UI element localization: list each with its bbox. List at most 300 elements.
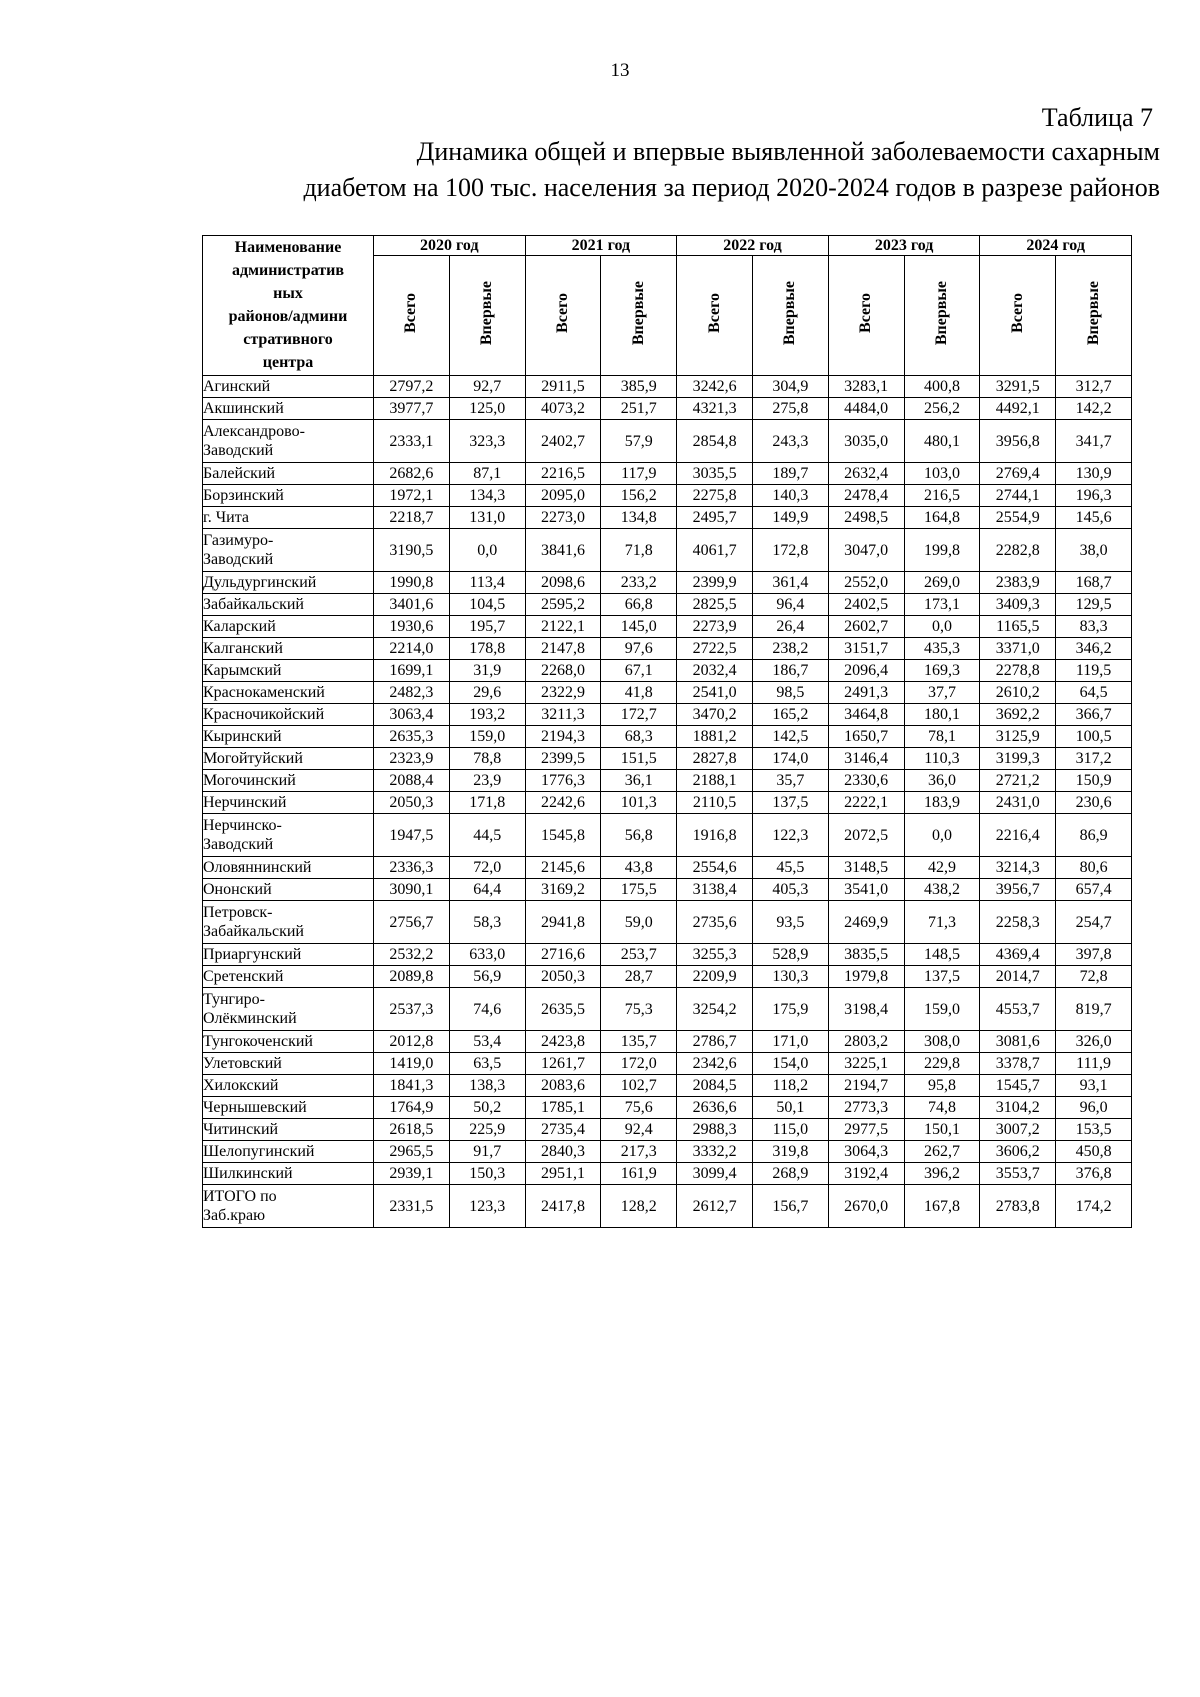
value-total-cell: 2482,3 — [374, 682, 450, 704]
value-total-cell: 3104,2 — [980, 1097, 1056, 1119]
value-new-cell: 150,9 — [1056, 770, 1132, 792]
value-new-cell: 36,0 — [904, 770, 980, 792]
value-new-cell: 129,5 — [1056, 594, 1132, 616]
table-row — [203, 507, 1132, 529]
value-total-cell: 2402,5 — [828, 594, 904, 616]
value-total-cell: 3409,3 — [980, 594, 1056, 616]
value-new-cell: 130,9 — [1056, 463, 1132, 485]
value-total-cell: 3214,3 — [980, 857, 1056, 879]
value-total-cell: 3138,4 — [677, 879, 753, 901]
value-new-cell: 174,0 — [752, 748, 828, 770]
value-new-cell: 150,3 — [449, 1163, 525, 1185]
value-new-cell: 56,8 — [601, 814, 677, 857]
value-new-cell: 216,5 — [904, 485, 980, 507]
value-total-cell: 3956,7 — [980, 879, 1056, 901]
district-name-cell — [203, 901, 374, 944]
value-new-cell: 125,0 — [449, 398, 525, 420]
value-total-cell: 2402,7 — [525, 420, 601, 463]
value-total-cell: 2333,1 — [374, 420, 450, 463]
value-new-cell: 145,0 — [601, 616, 677, 638]
value-total-cell: 2595,2 — [525, 594, 601, 616]
district-name-line: Кыринский — [203, 728, 282, 745]
value-new-cell: 140,3 — [752, 485, 828, 507]
value-total-cell: 2275,8 — [677, 485, 753, 507]
value-total-cell: 2498,5 — [828, 507, 904, 529]
value-new-cell: 38,0 — [1056, 529, 1132, 572]
value-new-cell: 150,1 — [904, 1119, 980, 1141]
value-new-cell: 151,5 — [601, 748, 677, 770]
value-total-cell: 2854,8 — [677, 420, 753, 463]
value-new-cell: 396,2 — [904, 1163, 980, 1185]
value-new-cell: 161,9 — [601, 1163, 677, 1185]
district-name-line: Петровск- — [203, 904, 273, 921]
value-new-cell: 66,8 — [601, 594, 677, 616]
value-new-cell: 87,1 — [449, 463, 525, 485]
value-new-cell: 268,9 — [752, 1163, 828, 1185]
value-total-cell: 2145,6 — [525, 857, 601, 879]
value-new-cell: 142,2 — [1056, 398, 1132, 420]
district-name-cell — [203, 572, 374, 594]
value-total-cell: 2735,4 — [525, 1119, 601, 1141]
value-total-cell: 2786,7 — [677, 1031, 753, 1053]
value-total-cell: 2083,6 — [525, 1075, 601, 1097]
header-line: Наименование — [234, 239, 342, 256]
district-name-line: г. Чита — [203, 509, 250, 526]
value-new-cell: 154,0 — [752, 1053, 828, 1075]
table-row — [203, 420, 1132, 463]
value-total-cell: 2194,3 — [525, 726, 601, 748]
value-new-cell: 123,3 — [449, 1185, 525, 1228]
table-row — [203, 1053, 1132, 1075]
value-total-cell: 2209,9 — [677, 966, 753, 988]
value-total-cell: 1785,1 — [525, 1097, 601, 1119]
value-new-cell: 312,7 — [1056, 376, 1132, 398]
value-new-cell: 37,7 — [904, 682, 980, 704]
value-new-cell: 78,8 — [449, 748, 525, 770]
value-new-cell: 92,4 — [601, 1119, 677, 1141]
district-name-line: Балейский — [203, 465, 276, 482]
subheader-total: Всего — [374, 256, 450, 376]
value-total-cell: 2612,7 — [677, 1185, 753, 1228]
district-name-cell — [203, 1163, 374, 1185]
district-name-line: Борзинский — [203, 487, 284, 504]
table-row — [203, 616, 1132, 638]
value-new-cell: 91,7 — [449, 1141, 525, 1163]
value-total-cell: 3063,4 — [374, 704, 450, 726]
table-row — [203, 879, 1132, 901]
value-new-cell: 480,1 — [904, 420, 980, 463]
value-total-cell: 2827,8 — [677, 748, 753, 770]
value-new-cell: 72,8 — [1056, 966, 1132, 988]
value-total-cell: 1545,7 — [980, 1075, 1056, 1097]
value-new-cell: 145,6 — [1056, 507, 1132, 529]
value-total-cell: 2095,0 — [525, 485, 601, 507]
value-new-cell: 400,8 — [904, 376, 980, 398]
value-total-cell: 3283,1 — [828, 376, 904, 398]
value-total-cell: 2089,8 — [374, 966, 450, 988]
value-new-cell: 80,6 — [1056, 857, 1132, 879]
value-total-cell: 2552,0 — [828, 572, 904, 594]
district-name-line: Каларский — [203, 618, 276, 635]
table-row — [203, 857, 1132, 879]
value-total-cell: 3090,1 — [374, 879, 450, 901]
table-row — [203, 770, 1132, 792]
value-new-cell: 142,5 — [752, 726, 828, 748]
value-total-cell: 2939,1 — [374, 1163, 450, 1185]
district-name-line: Олёкминский — [203, 1010, 297, 1027]
value-total-cell: 2632,4 — [828, 463, 904, 485]
header-line: районов/админи — [228, 308, 348, 325]
district-name-line: Могочинский — [203, 772, 296, 789]
year-header-2022: 2022 год — [677, 236, 829, 256]
district-name-line: Заб.краю — [203, 1207, 266, 1224]
value-total-cell: 2825,5 — [677, 594, 753, 616]
value-total-cell: 3378,7 — [980, 1053, 1056, 1075]
table-row — [203, 726, 1132, 748]
table-row — [203, 704, 1132, 726]
value-total-cell: 3332,2 — [677, 1141, 753, 1163]
value-total-cell: 2273,0 — [525, 507, 601, 529]
value-new-cell: 28,7 — [601, 966, 677, 988]
value-total-cell: 2716,6 — [525, 944, 601, 966]
value-total-cell: 2222,1 — [828, 792, 904, 814]
value-total-cell: 2216,4 — [980, 814, 1056, 857]
value-new-cell: 0,0 — [904, 616, 980, 638]
value-new-cell: 0,0 — [449, 529, 525, 572]
value-new-cell: 172,0 — [601, 1053, 677, 1075]
district-name-cell — [203, 748, 374, 770]
value-new-cell: 102,7 — [601, 1075, 677, 1097]
value-total-cell: 3225,1 — [828, 1053, 904, 1075]
value-new-cell: 180,1 — [904, 704, 980, 726]
value-total-cell: 2282,8 — [980, 529, 1056, 572]
value-new-cell: 137,5 — [752, 792, 828, 814]
value-total-cell: 3047,0 — [828, 529, 904, 572]
value-total-cell: 1972,1 — [374, 485, 450, 507]
value-total-cell: 2258,3 — [980, 901, 1056, 944]
value-new-cell: 57,9 — [601, 420, 677, 463]
value-new-cell: 304,9 — [752, 376, 828, 398]
value-total-cell: 2744,1 — [980, 485, 1056, 507]
value-total-cell: 2965,5 — [374, 1141, 450, 1163]
value-new-cell: 103,0 — [904, 463, 980, 485]
value-total-cell: 2399,9 — [677, 572, 753, 594]
value-total-cell: 1764,9 — [374, 1097, 450, 1119]
value-total-cell: 2096,4 — [828, 660, 904, 682]
value-new-cell: 275,8 — [752, 398, 828, 420]
value-total-cell: 1419,0 — [374, 1053, 450, 1075]
district-name-cell — [203, 660, 374, 682]
value-new-cell: 438,2 — [904, 879, 980, 901]
value-new-cell: 71,8 — [601, 529, 677, 572]
table-row — [203, 485, 1132, 507]
value-new-cell: 435,3 — [904, 638, 980, 660]
value-total-cell: 2783,8 — [980, 1185, 1056, 1228]
value-new-cell: 243,3 — [752, 420, 828, 463]
value-new-cell: 104,5 — [449, 594, 525, 616]
table-row — [203, 572, 1132, 594]
value-new-cell: 86,9 — [1056, 814, 1132, 857]
value-total-cell: 2110,5 — [677, 792, 753, 814]
value-new-cell: 64,5 — [1056, 682, 1132, 704]
header-line: административ — [231, 262, 344, 279]
value-total-cell: 1930,6 — [374, 616, 450, 638]
value-total-cell: 3553,7 — [980, 1163, 1056, 1185]
value-new-cell: 171,8 — [449, 792, 525, 814]
value-total-cell: 3007,2 — [980, 1119, 1056, 1141]
value-total-cell: 2214,0 — [374, 638, 450, 660]
table-row — [203, 1097, 1132, 1119]
value-new-cell: 189,7 — [752, 463, 828, 485]
value-total-cell: 2635,3 — [374, 726, 450, 748]
value-new-cell: 53,4 — [449, 1031, 525, 1053]
value-new-cell: 43,8 — [601, 857, 677, 879]
table-row — [203, 814, 1132, 857]
value-new-cell: 346,2 — [1056, 638, 1132, 660]
value-new-cell: 96,0 — [1056, 1097, 1132, 1119]
value-total-cell: 2431,0 — [980, 792, 1056, 814]
value-total-cell: 2417,8 — [525, 1185, 601, 1228]
district-name-cell — [203, 857, 374, 879]
district-name-cell — [203, 814, 374, 857]
table-row — [203, 792, 1132, 814]
value-new-cell: 50,2 — [449, 1097, 525, 1119]
year-header-2024: 2024 год — [980, 236, 1132, 256]
value-new-cell: 230,6 — [1056, 792, 1132, 814]
district-name-cell — [203, 792, 374, 814]
value-total-cell: 3099,4 — [677, 1163, 753, 1185]
district-name-cell — [203, 420, 374, 463]
value-new-cell: 31,9 — [449, 660, 525, 682]
value-total-cell: 4484,0 — [828, 398, 904, 420]
value-total-cell: 2084,5 — [677, 1075, 753, 1097]
value-total-cell: 2495,7 — [677, 507, 753, 529]
table-row — [203, 682, 1132, 704]
value-new-cell: 361,4 — [752, 572, 828, 594]
value-total-cell: 3401,6 — [374, 594, 450, 616]
district-name-cell — [203, 944, 374, 966]
value-total-cell: 2278,8 — [980, 660, 1056, 682]
district-name-cell — [203, 529, 374, 572]
value-total-cell: 4369,4 — [980, 944, 1056, 966]
value-total-cell: 2988,3 — [677, 1119, 753, 1141]
district-name-cell — [203, 682, 374, 704]
value-new-cell: 172,8 — [752, 529, 828, 572]
value-new-cell: 0,0 — [904, 814, 980, 857]
value-total-cell: 3081,6 — [980, 1031, 1056, 1053]
value-new-cell: 128,2 — [601, 1185, 677, 1228]
value-new-cell: 111,9 — [1056, 1053, 1132, 1075]
value-total-cell: 4553,7 — [980, 988, 1056, 1031]
value-total-cell: 3254,2 — [677, 988, 753, 1031]
value-new-cell: 92,7 — [449, 376, 525, 398]
table-row — [203, 1119, 1132, 1141]
table-row — [203, 748, 1132, 770]
value-new-cell: 819,7 — [1056, 988, 1132, 1031]
value-total-cell: 2478,4 — [828, 485, 904, 507]
value-new-cell: 341,7 — [1056, 420, 1132, 463]
value-new-cell: 186,7 — [752, 660, 828, 682]
district-name-line: Забайкальский — [203, 596, 304, 613]
value-total-cell: 4073,2 — [525, 398, 601, 420]
value-total-cell: 2951,1 — [525, 1163, 601, 1185]
subheader-total: Всего — [828, 256, 904, 376]
title-line-2: диабетом на 100 тыс. населения за период 2020-2024 годов в разрезе районов — [303, 173, 1160, 202]
value-new-cell: 117,9 — [601, 463, 677, 485]
value-total-cell: 2756,7 — [374, 901, 450, 944]
district-name-line: Александрово- — [203, 423, 305, 440]
value-new-cell: 172,7 — [601, 704, 677, 726]
value-new-cell: 56,9 — [449, 966, 525, 988]
table-row — [203, 1141, 1132, 1163]
district-name-line: Красночикойский — [203, 706, 325, 723]
value-new-cell: 159,0 — [904, 988, 980, 1031]
value-total-cell: 3199,3 — [980, 748, 1056, 770]
value-new-cell: 173,1 — [904, 594, 980, 616]
value-total-cell: 2330,6 — [828, 770, 904, 792]
district-name-line: Ононский — [203, 881, 272, 898]
value-total-cell: 1990,8 — [374, 572, 450, 594]
district-name-line: Краснокаменский — [203, 684, 325, 701]
value-total-cell: 4321,3 — [677, 398, 753, 420]
district-name-line: Сретенский — [203, 968, 284, 985]
value-new-cell: 199,8 — [904, 529, 980, 572]
value-total-cell: 1545,8 — [525, 814, 601, 857]
value-new-cell: 165,2 — [752, 704, 828, 726]
value-new-cell: 450,8 — [1056, 1141, 1132, 1163]
value-new-cell: 168,7 — [1056, 572, 1132, 594]
district-name-line: Чернышевский — [203, 1099, 307, 1116]
district-name-line: Улетовский — [203, 1055, 282, 1072]
district-name-line: Приаргунский — [203, 946, 302, 963]
value-total-cell: 2098,6 — [525, 572, 601, 594]
value-new-cell: 118,2 — [752, 1075, 828, 1097]
district-column-header — [203, 236, 374, 376]
year-header-2023: 2023 год — [828, 236, 980, 256]
value-total-cell: 2635,5 — [525, 988, 601, 1031]
value-new-cell: 171,0 — [752, 1031, 828, 1053]
value-total-cell: 3977,7 — [374, 398, 450, 420]
table-row — [203, 398, 1132, 420]
value-new-cell: 93,1 — [1056, 1075, 1132, 1097]
district-name-line: Хилокский — [203, 1077, 279, 1094]
value-total-cell: 2122,1 — [525, 616, 601, 638]
subheader-new: Впервые — [1056, 256, 1132, 376]
district-name-line: Забайкальский — [203, 923, 304, 940]
value-total-cell: 2032,4 — [677, 660, 753, 682]
value-new-cell: 405,3 — [752, 879, 828, 901]
district-name-line: Дульдургинский — [203, 574, 317, 591]
district-name-line: Акшинский — [203, 400, 284, 417]
value-new-cell: 50,1 — [752, 1097, 828, 1119]
value-total-cell: 3541,0 — [828, 879, 904, 901]
value-total-cell: 2014,7 — [980, 966, 1056, 988]
table-row — [203, 463, 1132, 485]
value-total-cell: 3692,2 — [980, 704, 1056, 726]
district-name-cell — [203, 398, 374, 420]
value-new-cell: 131,0 — [449, 507, 525, 529]
title-line-1: Динамика общей и впервые выявленной заболеваемости сахарным — [416, 137, 1160, 166]
value-total-cell: 2268,0 — [525, 660, 601, 682]
value-new-cell: 119,5 — [1056, 660, 1132, 682]
value-total-cell: 2088,4 — [374, 770, 450, 792]
district-name-cell — [203, 726, 374, 748]
value-new-cell: 308,0 — [904, 1031, 980, 1053]
value-new-cell: 633,0 — [449, 944, 525, 966]
table-row — [203, 1163, 1132, 1185]
value-new-cell: 96,4 — [752, 594, 828, 616]
subheader-new: Впервые — [601, 256, 677, 376]
value-new-cell: 71,3 — [904, 901, 980, 944]
value-total-cell: 2012,8 — [374, 1031, 450, 1053]
value-total-cell: 2469,9 — [828, 901, 904, 944]
page-number: 13 — [610, 60, 630, 81]
value-new-cell: 138,3 — [449, 1075, 525, 1097]
value-total-cell: 1916,8 — [677, 814, 753, 857]
district-name-cell — [203, 1097, 374, 1119]
value-total-cell: 2322,9 — [525, 682, 601, 704]
value-new-cell: 159,0 — [449, 726, 525, 748]
value-new-cell: 97,6 — [601, 638, 677, 660]
value-total-cell: 2331,5 — [374, 1185, 450, 1228]
value-total-cell: 1979,8 — [828, 966, 904, 988]
table-row — [203, 1031, 1132, 1053]
value-new-cell: 323,3 — [449, 420, 525, 463]
value-new-cell: 251,7 — [601, 398, 677, 420]
district-name-cell — [203, 616, 374, 638]
value-new-cell: 63,5 — [449, 1053, 525, 1075]
value-total-cell: 2273,9 — [677, 616, 753, 638]
value-new-cell: 164,8 — [904, 507, 980, 529]
value-total-cell: 1841,3 — [374, 1075, 450, 1097]
table-body — [203, 376, 1132, 1228]
value-new-cell: 134,8 — [601, 507, 677, 529]
district-name-line: Карымский — [203, 662, 282, 679]
district-name-cell — [203, 463, 374, 485]
value-new-cell: 101,3 — [601, 792, 677, 814]
value-new-cell: 183,9 — [904, 792, 980, 814]
value-new-cell: 130,3 — [752, 966, 828, 988]
district-name-line: Нерчинский — [203, 794, 287, 811]
value-new-cell: 225,9 — [449, 1119, 525, 1141]
value-total-cell: 1947,5 — [374, 814, 450, 857]
value-total-cell: 2323,9 — [374, 748, 450, 770]
value-new-cell: 262,7 — [904, 1141, 980, 1163]
subheader-total: Всего — [980, 256, 1056, 376]
district-name-cell — [203, 988, 374, 1031]
value-total-cell: 2636,6 — [677, 1097, 753, 1119]
value-new-cell: 148,5 — [904, 944, 980, 966]
value-new-cell: 254,7 — [1056, 901, 1132, 944]
value-total-cell: 2336,3 — [374, 857, 450, 879]
value-total-cell: 2342,6 — [677, 1053, 753, 1075]
table-row — [203, 660, 1132, 682]
value-new-cell: 174,2 — [1056, 1185, 1132, 1228]
district-name-cell — [203, 966, 374, 988]
district-name-line: Заводский — [203, 551, 274, 568]
value-total-cell: 2399,5 — [525, 748, 601, 770]
value-total-cell: 1261,7 — [525, 1053, 601, 1075]
value-new-cell: 100,5 — [1056, 726, 1132, 748]
value-total-cell: 3291,5 — [980, 376, 1056, 398]
value-total-cell: 3464,8 — [828, 704, 904, 726]
value-new-cell: 110,3 — [904, 748, 980, 770]
value-total-cell: 2797,2 — [374, 376, 450, 398]
district-name-line: Тунгокоченский — [203, 1033, 313, 1050]
value-new-cell: 64,4 — [449, 879, 525, 901]
value-new-cell: 35,7 — [752, 770, 828, 792]
value-new-cell: 233,2 — [601, 572, 677, 594]
